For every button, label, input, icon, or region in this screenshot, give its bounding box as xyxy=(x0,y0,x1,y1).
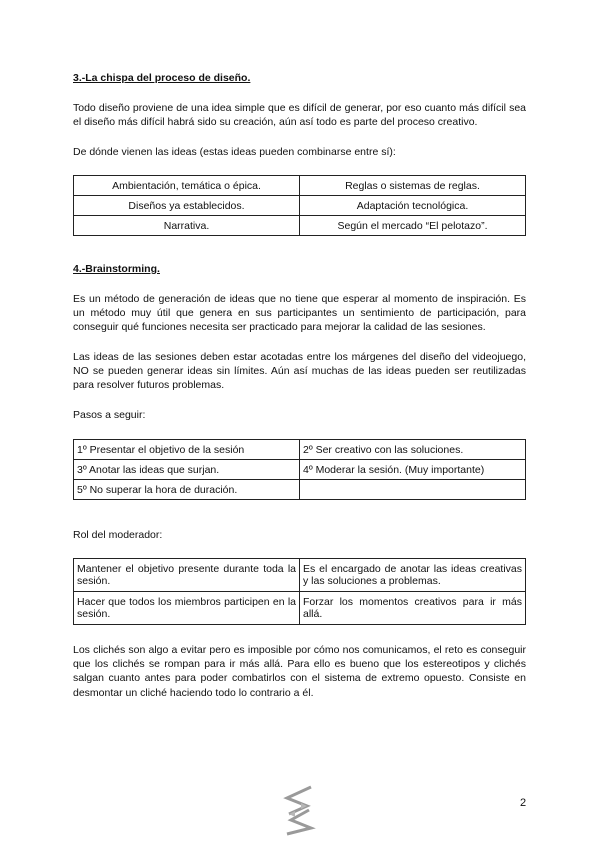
section4-paragraph-1: Es un método de generación de ideas que no tiene que esperar al momento de inspiración. Es un método muy útil que genera en sus participantes un sentimiento de participación, para conseguir qué funciones necesita ser practicado para mejorar la calidad de las sesiones. xyxy=(73,293,526,334)
table-row xyxy=(74,216,526,236)
table-row xyxy=(74,440,526,460)
steps-label: Pasos a seguir: xyxy=(73,409,146,421)
section4-paragraph-3: Los clichés son algo a evitar pero es imposible por cómo nos comunicamos, el reto es conseguir que los clichés se rompan para ir más allá. Para ello es bueno que los estereotipos y clichés salgan cuanto antes para poder combatirlos con el sistema de extremo opuesto. Consiste en desmontar un cliché haciendo todo lo contrario a él. xyxy=(73,644,526,699)
table-row xyxy=(74,480,526,500)
table-row xyxy=(74,176,526,196)
table-row xyxy=(74,559,526,592)
table-cell: Según el mercado “El pelotazo”. xyxy=(300,216,526,236)
steps-table xyxy=(73,439,526,500)
moderator-table xyxy=(73,558,526,625)
table-cell: Narrativa. xyxy=(74,216,300,236)
section3-paragraph-1: Todo diseño proviene de una idea simple que es difícil de generar, por eso cuanto más difícil sea el diseño más difícil habrá sido su creación, aún así todo es parte del proceso creativo. xyxy=(73,102,526,129)
idea-sources-table xyxy=(73,175,526,236)
table-cell xyxy=(300,480,526,500)
table-cell: Diseños ya establecidos. xyxy=(74,196,300,216)
table-row xyxy=(74,460,526,480)
page-number: 2 xyxy=(520,797,527,809)
table-cell: 4º Moderar la sesión. (Muy importante) xyxy=(300,460,526,480)
table-cell: Reglas o sistemas de reglas. xyxy=(300,176,526,196)
table-row xyxy=(74,592,526,625)
section3-title: 3.-La chispa del proceso de diseño. xyxy=(73,72,251,84)
section4-paragraph-2: Las ideas de las sesiones deben estar acotadas entre los márgenes del diseño del videojuego, NO se pueden generar ideas sin límites. Aún así muchas de las ideas pueden ser reutilizadas para resolver futuros problemas. xyxy=(73,351,526,392)
table-row xyxy=(74,196,526,216)
table-cell: Es el encargado de anotar las ideas creativas y las soluciones a problemas. xyxy=(300,559,526,592)
table-cell: 1º Presentar el objetivo de la sesión xyxy=(74,440,300,460)
table-cell: Adaptación tecnológica. xyxy=(300,196,526,216)
table-cell: Mantener el objetivo presente durante toda la sesión. xyxy=(74,559,300,592)
moderator-label: Rol del moderador: xyxy=(73,529,163,541)
section4-title: 4.-Brainstorming. xyxy=(73,263,160,275)
table-cell: Hacer que todos los miembros participen en la sesión. xyxy=(74,592,300,625)
table-cell: 3º Anotar las ideas que surjan. xyxy=(74,460,300,480)
table-cell: 2º Ser creativo con las soluciones. xyxy=(300,440,526,460)
logo-icon xyxy=(281,784,317,836)
table-cell: 5º No superar la hora de duración. xyxy=(74,480,300,500)
table-cell: Forzar los momentos creativos para ir más allá. xyxy=(300,592,526,625)
table-cell: Ambientación, temática o épica. xyxy=(74,176,300,196)
section3-paragraph-2: De dónde vienen las ideas (estas ideas pueden combinarse entre sí): xyxy=(73,146,396,158)
